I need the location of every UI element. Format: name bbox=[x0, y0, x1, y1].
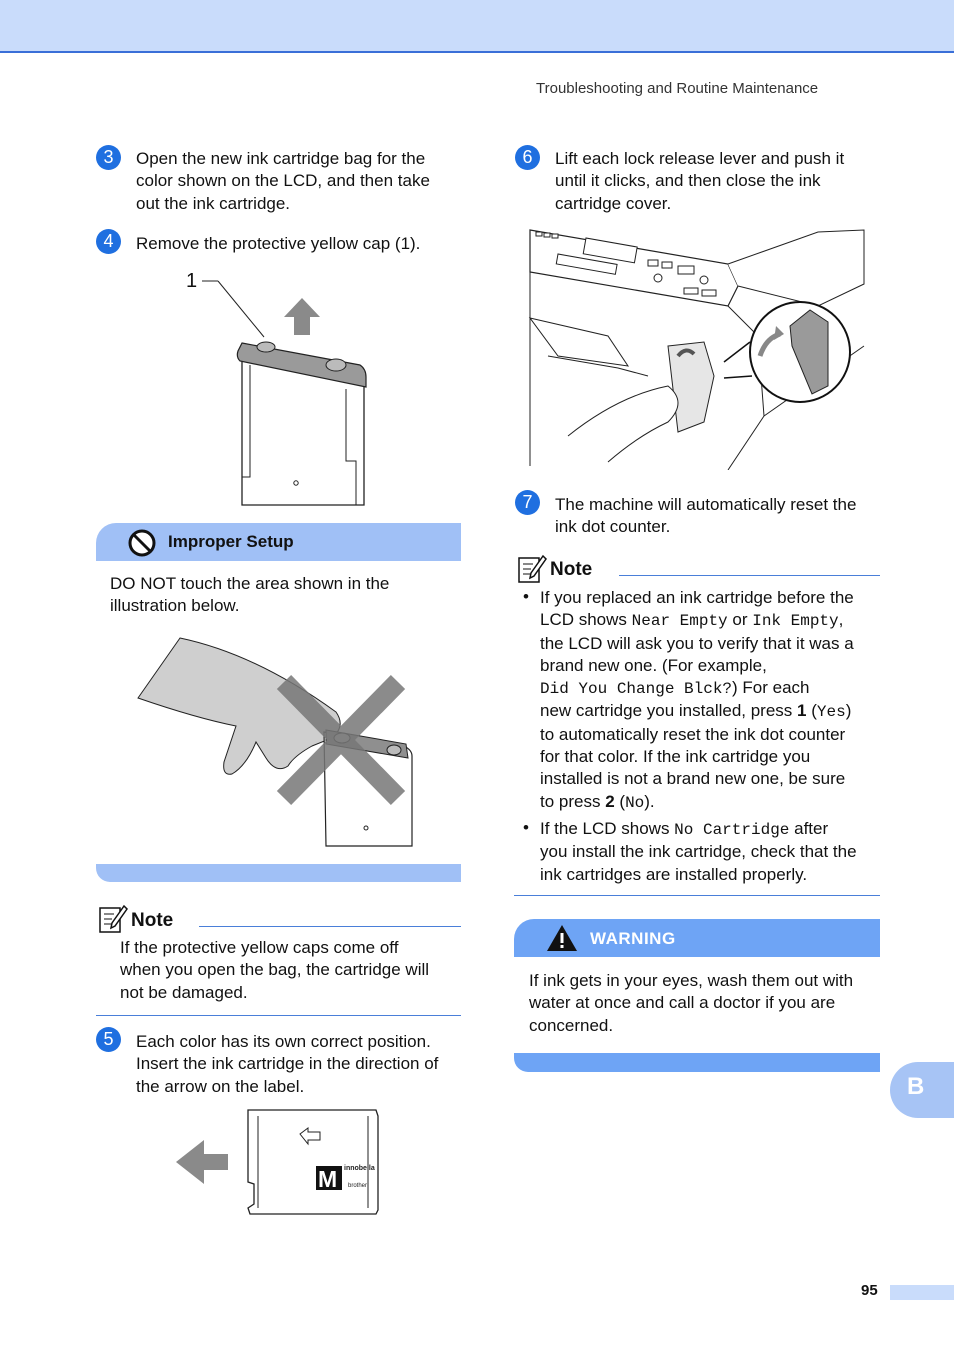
improper-setup-text bbox=[110, 573, 450, 618]
b1-l5-text: ) For each bbox=[732, 678, 810, 698]
b1-l10-close: ). bbox=[644, 791, 655, 811]
step-6-number: 6 bbox=[515, 145, 540, 170]
warning-line-2: water at once and call a doctor if you are bbox=[529, 993, 836, 1013]
note-left-line-1: If the protective yellow caps come off bbox=[120, 938, 399, 957]
b1-l10-paren: ( bbox=[614, 791, 626, 811]
running-header: Troubleshooting and Routine Maintenance bbox=[536, 80, 819, 97]
b1-line-5 bbox=[540, 677, 885, 700]
b1-line-1: If you replaced an ink cartridge before the bbox=[540, 588, 854, 607]
note-left-line-2: when you open the bag, the cartridge will bbox=[120, 960, 430, 980]
do-not-touch-figure bbox=[136, 634, 418, 850]
b1-l2-text: LCD shows bbox=[540, 610, 632, 630]
warning-footer bbox=[514, 1053, 880, 1072]
note-right-rule bbox=[619, 575, 880, 576]
warning-line-3: concerned. bbox=[529, 1015, 614, 1035]
machine-lock-lever-figure bbox=[528, 226, 868, 470]
step-5-line-3: the arrow on the label. bbox=[136, 1076, 305, 1096]
b1-l2-or: or bbox=[727, 610, 753, 630]
b2-line-2: you install the ink cartridge, check that the bbox=[540, 842, 857, 862]
warning-text bbox=[529, 970, 879, 1037]
note-left-rule bbox=[199, 926, 461, 927]
key-2: 2 bbox=[605, 791, 615, 811]
note-pencil-icon bbox=[98, 904, 128, 934]
key-1: 1 bbox=[797, 701, 807, 721]
note-left-line-3: not be damaged. bbox=[120, 982, 248, 1002]
note-pencil-icon bbox=[516, 554, 548, 584]
note-left-text bbox=[120, 937, 465, 1004]
step-5-text bbox=[136, 1031, 466, 1098]
step-5-line-2: Insert the ink cartridge in the direction of bbox=[136, 1054, 439, 1074]
cartridge-brand-brother: brother bbox=[348, 1183, 368, 1189]
b1-l10-text: to press bbox=[540, 791, 606, 811]
step-6-line-3: cartridge cover. bbox=[555, 193, 672, 213]
callout-1-label: 1 bbox=[186, 270, 198, 292]
note-right-bullet-2 bbox=[540, 818, 885, 886]
warning-title: WARNING bbox=[590, 929, 676, 948]
bullet-2: • bbox=[523, 818, 529, 837]
step-7-line-2: ink dot counter. bbox=[555, 517, 671, 537]
note-right-label: Note bbox=[550, 559, 593, 580]
b1-line-3: the LCD will ask you to verify that it was a bbox=[540, 633, 854, 653]
note-right-bottom-rule bbox=[514, 895, 880, 896]
page-number: 95 bbox=[861, 1282, 878, 1299]
step-6-text bbox=[555, 148, 885, 215]
improper-setup-title: Improper Setup bbox=[168, 532, 294, 551]
step-3-line-2: color shown on the LCD, and then take bbox=[136, 171, 430, 191]
step-3-line-1: Open the new ink cartridge bag for the bbox=[136, 149, 426, 168]
cartridge-brand-innobella: innobella bbox=[344, 1165, 375, 1172]
lcd-no-cartridge: No Cartridge bbox=[674, 821, 790, 839]
chapter-side-tab-label: B bbox=[907, 1073, 925, 1100]
step-7-number: 7 bbox=[515, 490, 540, 515]
b1-l2-comma: , bbox=[838, 610, 844, 630]
top-header-bar bbox=[0, 0, 954, 53]
b1-l6-paren: ( bbox=[806, 701, 817, 721]
improper-setup-footer bbox=[96, 864, 461, 882]
lcd-did-you-change: Did You Change Blck? bbox=[540, 680, 733, 699]
cartridge-color-letter: M bbox=[318, 1166, 338, 1192]
arrow-up-icon bbox=[284, 298, 320, 335]
step-3-number: 3 bbox=[96, 145, 121, 170]
step-3-line-3: out the ink cartridge. bbox=[136, 193, 291, 213]
step-4-number: 4 bbox=[96, 229, 121, 254]
step-7-line-1: The machine will automatically reset the bbox=[555, 495, 857, 514]
lcd-yes: Yes bbox=[816, 703, 846, 722]
b1-line-6 bbox=[540, 700, 885, 723]
b1-l6-text: new cartridge you installed, press bbox=[540, 701, 798, 721]
prohibited-icon bbox=[127, 528, 157, 558]
b1-line-7: to automatically reset the ink dot counter bbox=[540, 724, 846, 744]
lcd-near-empty: Near Empty bbox=[631, 612, 728, 631]
step-6-line-1: Lift each lock release lever and push it bbox=[555, 149, 845, 168]
arrow-left-icon bbox=[176, 1140, 228, 1184]
warning-triangle-icon bbox=[546, 924, 578, 952]
b2-line-3: ink cartridges are installed properly. bbox=[540, 864, 808, 884]
step-4-text: Remove the protective yellow cap (1). bbox=[136, 234, 421, 253]
b2-line-1 bbox=[540, 818, 885, 841]
bullet-1: • bbox=[523, 587, 529, 606]
step-5-line-1: Each color has its own correct position. bbox=[136, 1032, 431, 1051]
b2-l1-text: If the LCD shows bbox=[540, 819, 675, 838]
warning-line-1: If ink gets in your eyes, wash them out with bbox=[529, 971, 854, 990]
b1-line-2 bbox=[540, 609, 885, 632]
lcd-no: No bbox=[625, 793, 645, 812]
note-left-bottom-rule bbox=[96, 1015, 461, 1016]
cartridge-insertion-figure bbox=[172, 1104, 384, 1218]
step-5-number: 5 bbox=[96, 1027, 121, 1052]
b1-line-4: brand new one. (For example, bbox=[540, 655, 767, 675]
lcd-ink-empty: Ink Empty bbox=[752, 612, 839, 631]
step-3-text bbox=[136, 148, 466, 215]
b1-line-9: installed is not a brand new one, be sure bbox=[540, 769, 846, 789]
step-7-text bbox=[555, 494, 885, 539]
cartridge-cap-figure bbox=[180, 265, 380, 510]
b1-l6-close: ) bbox=[845, 701, 852, 721]
note-left-label: Note bbox=[131, 910, 174, 931]
improper-line-2: illustration below. bbox=[110, 596, 240, 616]
note-right-bullet-1 bbox=[540, 587, 885, 814]
improper-line-1: DO NOT touch the area shown in the bbox=[110, 574, 390, 593]
b2-l1-after: after bbox=[789, 819, 829, 838]
page-number-bar bbox=[890, 1285, 954, 1300]
b1-line-10 bbox=[540, 791, 885, 814]
b1-line-8: for that color. If the ink cartridge you bbox=[540, 747, 811, 767]
step-6-line-2: until it clicks, and then close the ink bbox=[555, 171, 821, 191]
